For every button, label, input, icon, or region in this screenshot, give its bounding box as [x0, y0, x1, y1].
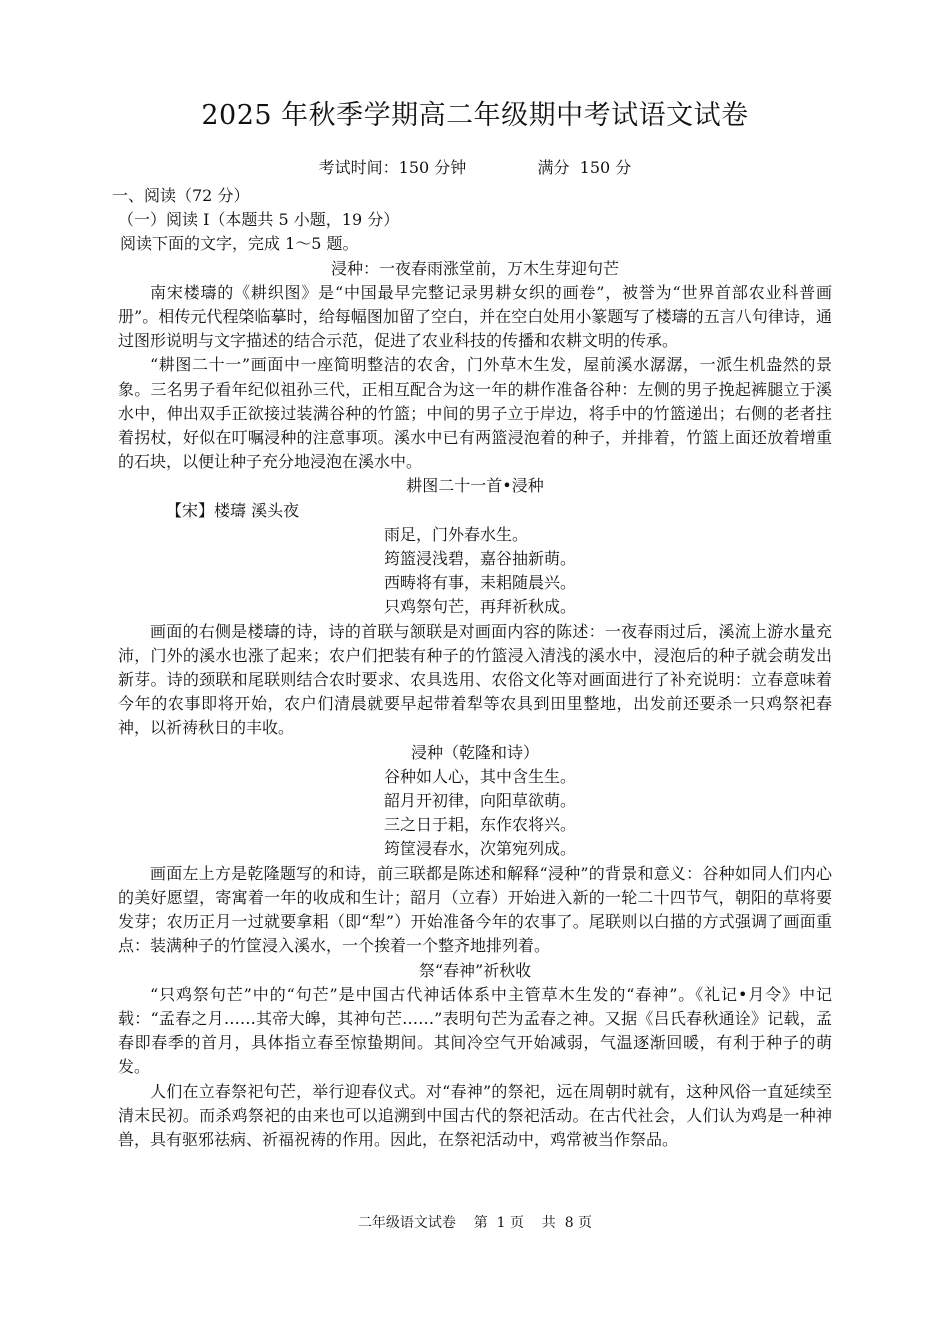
- paragraph: 人们在立春祭祀句芒，举行迎春仪式。对“春神”的祭祀，远在周朝时就有，这种风俗一直延续至清末民初。而杀鸡祭祀的由来也可以追溯到中国古代的祭祀活动。在古代社会，人们认为鸡是一种神兽，具有驱邪祛病、祈福祝祷的作用。因此，在祭祀活动中，鸡常被当作祭品。: [118, 1081, 832, 1149]
- part-heading: （一）阅读 Ⅰ（本题共 5 小题，19 分）: [118, 210, 400, 230]
- content: [112, 184, 832, 1152]
- poem-line: 雨足，门外春水生。: [384, 524, 529, 544]
- section-heading: 一、阅读（72 分）: [112, 186, 250, 205]
- poem: [118, 765, 832, 862]
- poem: [118, 523, 832, 620]
- exam-title: 2025 年秋季学期高二年级期中考试语文试卷: [201, 100, 749, 131]
- poem-line: 筠筐浸春水，次第宛列成。: [384, 839, 577, 859]
- poem-author: 【宋】楼璹 溪头夜: [166, 500, 300, 520]
- paragraph: 南宋楼璹的《耕织图》是“中国最早完整记录男耕女织的画卷”，被誉为“世界首部农业科普画册”。相传元代程棨临摹时，给每幅图加留了空白，并在空白处用小篆题写了楼璹的五言八句律诗，通过图形说明与文字描述的结合示范，促进了农业科技的传播和农耕文明的传承。: [118, 282, 832, 351]
- instruction: 阅读下面的文字，完成 1～5 题。: [120, 234, 359, 254]
- poem-line: 三之日于耜，东作农将兴。: [384, 815, 577, 835]
- paragraph: “耕图二十一”画面中一座简明整洁的农舍，门外草木生发，屋前溪水潺潺，一派生机盎然的景象。三名男子看年纪似祖孙三代，正相互配合为这一年的耕作准备谷种：左侧的男子挽起裤腿立于溪水中，伸出双手正欲接过装满谷种的竹篮；中间的男子立于岸边，将手中的竹篮递出；右侧的老者拄着拐杖，好似在叮嘱浸种的注意事项。溪水中已有两篮浸泡着的种子，并排着，竹篮上面还放着增重的石块，以便让种子充分地浸泡在溪水中。: [118, 355, 832, 472]
- poem-line: 西畴将有事，耒耜随晨兴。: [384, 573, 577, 593]
- poem-title: 耕图二十一首•浸种: [406, 476, 544, 496]
- poem-title: 浸种（乾隆和诗）: [410, 742, 539, 762]
- exam-meta: 考试时间：150 分钟 满分 150 分: [318, 158, 632, 177]
- poem-line: 筠篮浸浅碧，嘉谷抽新萌。: [384, 549, 577, 569]
- poem-line: 谷种如人心，其中含生生。: [384, 766, 577, 786]
- subheading: 祭“春神”祈秋收: [418, 960, 532, 980]
- paragraph: 画面左上方是乾隆题写的和诗，前三联都是陈述和解释“浸种”的背景和意义：谷种如同人们内心的美好愿望，寄寓着一年的收成和生计；韶月（立春）开始进入新的一轮二十四节气，朝阳的草将要发芽；农历正月一过就要拿耜（即“犁”）开始准备今年的农事了。尾联则以白描的方式强调了画面重点：装满种子的竹筐浸入溪水，一个挨着一个整齐地排列着。: [118, 863, 832, 956]
- page-footer: 二年级语文试卷 第 1 页 共 8 页: [357, 1215, 593, 1231]
- poem-line: 只鸡祭句芒，再拜祈秋成。: [384, 597, 577, 617]
- paragraph: 画面的右侧是楼璹的诗，诗的首联与颔联是对画面内容的陈述：一夜春雨过后，溪流上游水量充沛，门外的溪水也涨了起来；农户们把装有种子的竹篮浸入清浅的溪水中，浸泡后的种子就会萌发出新芽。诗的颈联和尾联则结合农时要求、农具选用、农俗文化等对画面进行了补充说明：立春意味着今年的农事即将开始，农户们清晨就要早起带着犁等农具到田里整地，出发前还要杀一只鸡祭祀春神，以祈祷秋日的丰收。: [118, 621, 832, 738]
- paragraph: “只鸡祭句芒”中的“句芒”是中国古代神话体系中主管草木生发的“春神”。《礼记•月令》中记载：“孟春之月……其帝大皞，其神句芒……”表明句芒为孟春之神。又据《吕氏春秋通诠》记载，孟春即春季的首月，具体指立春至惊蛰期间。其间冷空气开始减弱，气温逐渐回暖，有利于种子的萌发。: [118, 984, 832, 1077]
- poem-line: 韶月开初律，向阳草欲萌。: [384, 791, 577, 811]
- article-title: 浸种：一夜春雨涨堂前，万木生芽迎句芒: [330, 258, 619, 278]
